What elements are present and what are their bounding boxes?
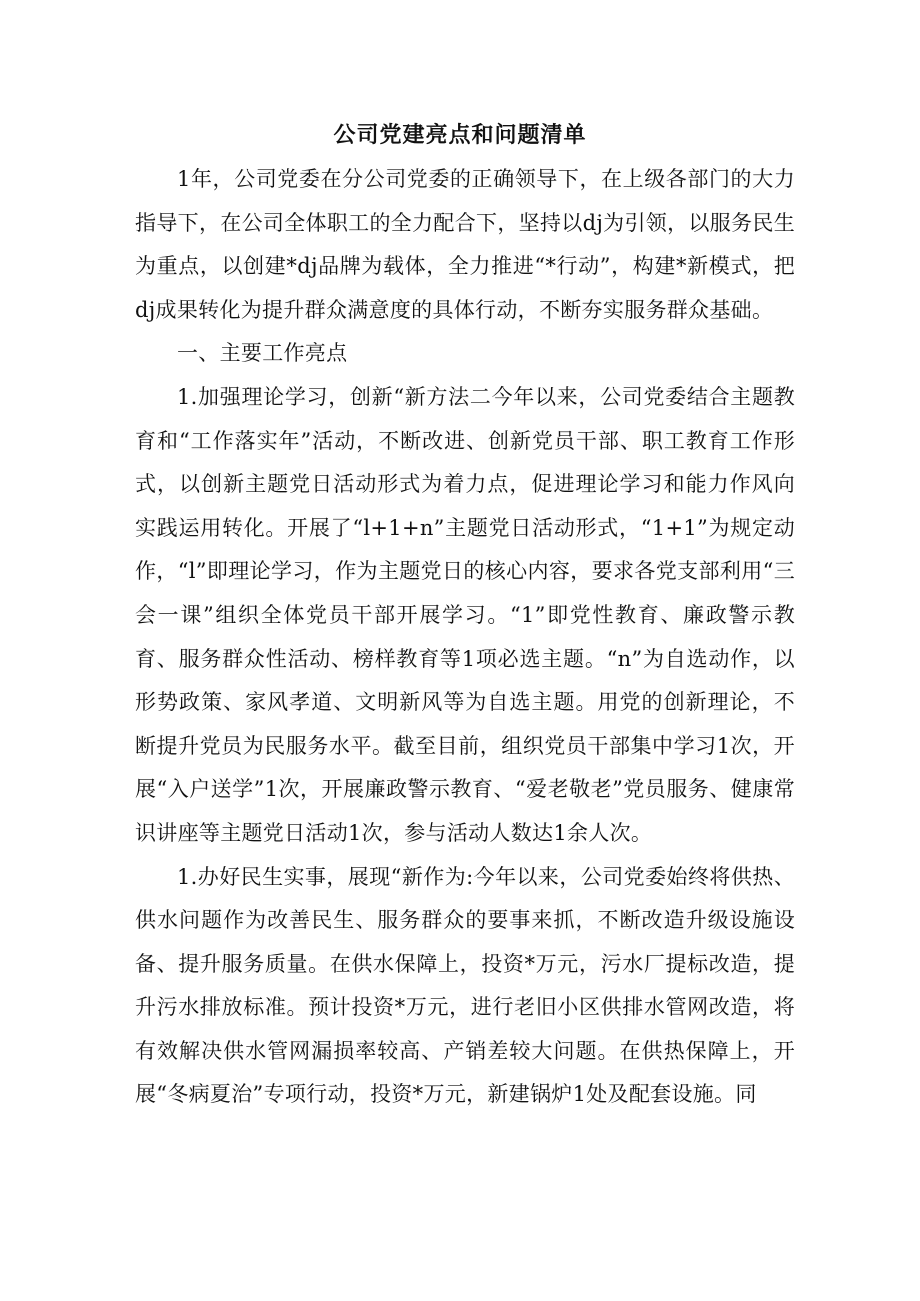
document-body [135, 158, 795, 1117]
theory-study-paragraph: 1.加强理论学习，创新“新方法二今年以来，公司党委结合主题教育和“工作落实年”活动，不断改进、创新党员干部、职工教育工作形式，以创新主题党日活动形式为着力点，促进理论学习和能力作风向实践运用转化。开展了“l+1+n”主题党日活动形式，“1+1”为规定动作，“l”即理论学习，作为主题党日的核心内容，要求各党支部利用“三会一课”组织全体党员干部开展学习。“1”即党性教育、廉政警示教育、服务群众性活动、榜样教育等1项必选主题。“n”为自选动作，以形势政策、家风孝道、文明新风等为自选主题。用党的创新理论，不断提升党员为民服务水平。截至目前，组织党员干部集中学习1次，开展“入户送学”1次，开展廉政警示教育、“爱老敬老”党员服务、健康常识讲座等主题党日活动1次，参与活动人数达1余人次。 [135, 384, 795, 845]
section-heading: 一、主要工作亮点 [177, 341, 348, 366]
document-title: 公司党建亮点和问题清单 [333, 122, 587, 148]
livelihood-paragraph: 1.办好民生实事，展现“新作为:今年以来，公司党委始终将供热、供水问题作为改善民生、服务群众的要事来抓，不断改造升级设施设备、提升服务质量。在供水保障上，投资*万元，污水厂提标改造，提升污水排放标准。预计投资*万元，进行老旧小区供排水管网改造，将有效解决供水管网漏损率较高、产销差较大问题。在供热保障上，开展“冬病夏治”专项行动，投资*万元，新建锅炉1处及配套设施。同 [135, 864, 795, 1107]
intro-paragraph: 1年，公司党委在分公司党委的正确领导下，在上级各部门的大力指导下，在公司全体职工的全力配合下，坚持以dj为引领，以服务民生为重点，以创建*dj品牌为载体，全力推进“*行动”，构建*新模式，把dj成果转化为提升群众满意度的具体行动，不断夯实服务群众基础。 [135, 167, 795, 322]
